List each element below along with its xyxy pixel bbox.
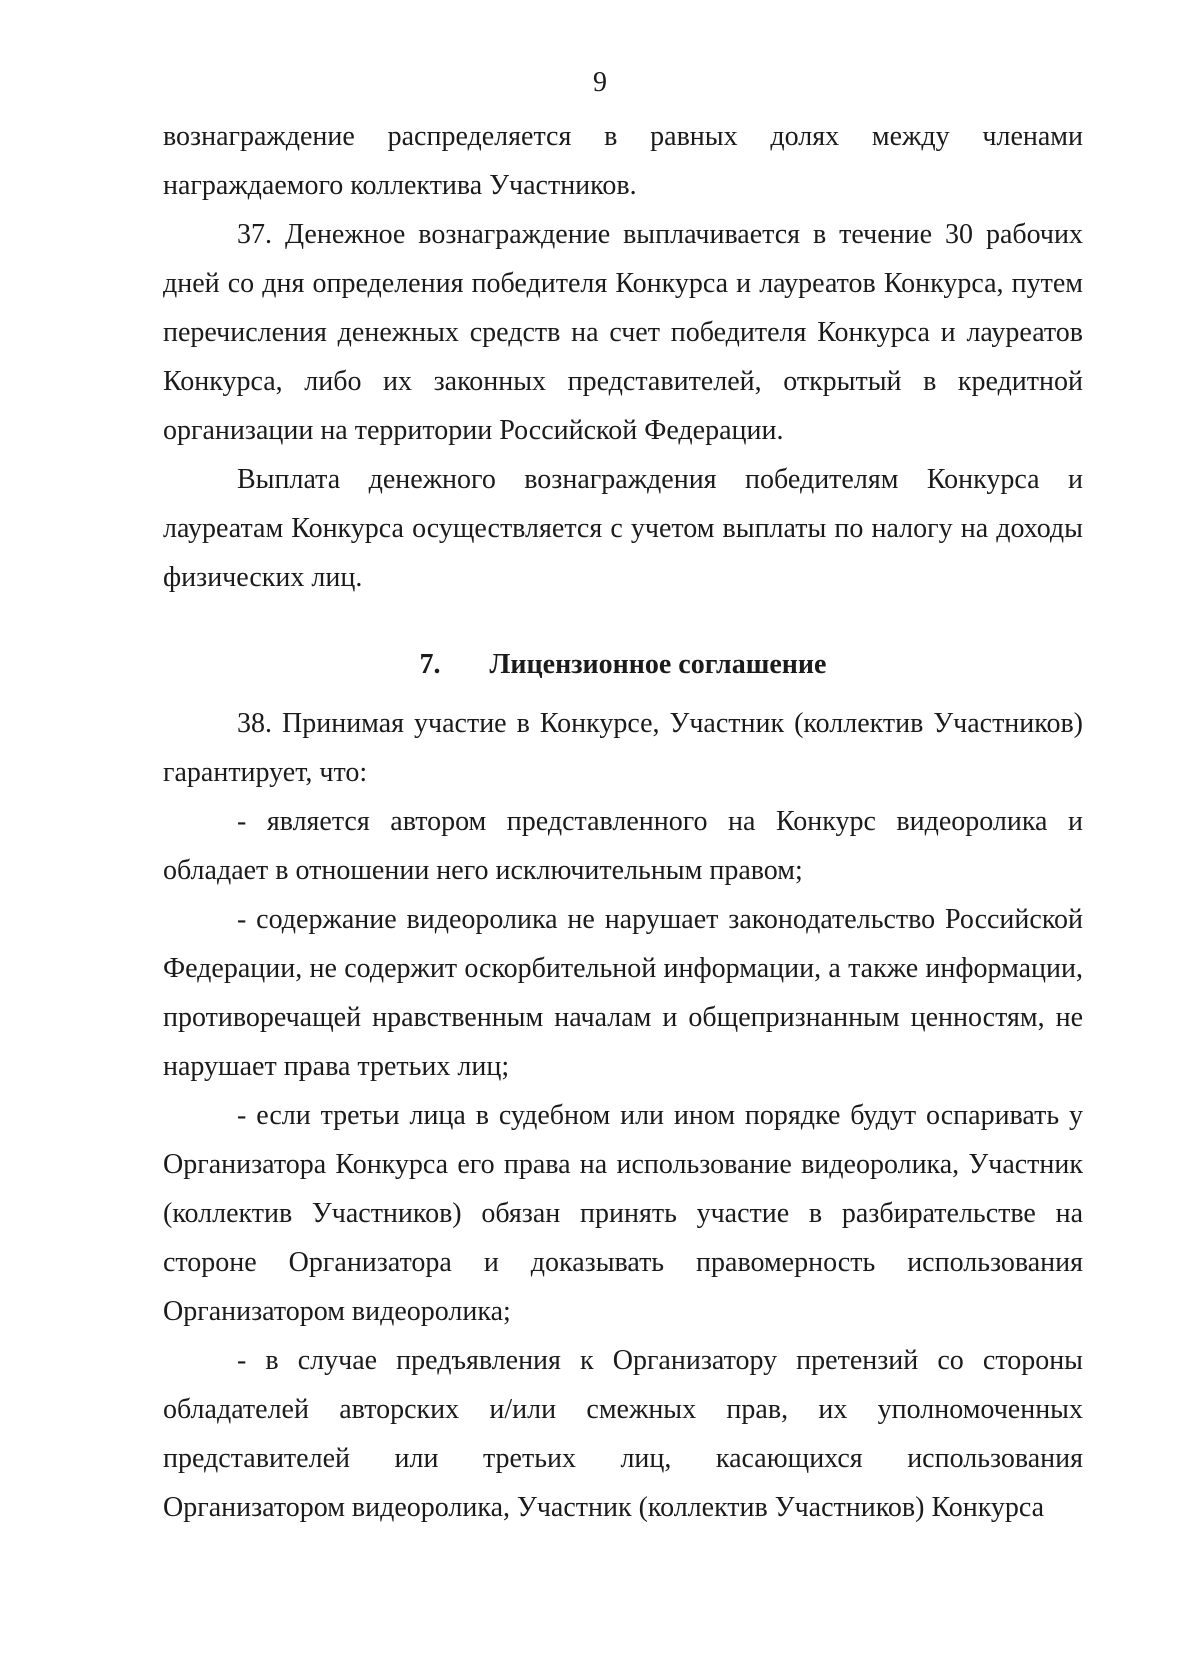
page-number: 9 (593, 67, 607, 98)
document-body (163, 112, 1083, 1532)
list-item-authorship: - является автором представленного на Конкурс видеоролика и обладает в отношении него исключительным правом; (163, 806, 1083, 886)
list-item-claims: - в случае предъявления к Организатору претензий со стороны обладателей авторских и/или смежных прав, их уполномоченных представителей или третьих лиц, касающихся использования Организатором видеоролика, Участник (коллектив Участников) Конкурса (163, 1345, 1083, 1523)
paragraph-tax-payment: Выплата денежного вознаграждения победителям Конкурса и лауреатам Конкурса осуществляется с учетом выплаты по налогу на доходы физических лиц. (163, 464, 1083, 593)
paragraph-37-payment-terms: 37. Денежное вознаграждение выплачивается в течение 30 рабочих дней со дня определения победителя Конкурса и лауреатов Конкурса, путем перечисления денежных средств на счет победителя Конкурса и лауреатов Конкурса, либо их законных представителей, открытый в кредитной организации на территории Российской Федерации. (163, 219, 1083, 446)
list-item-third-party-disputes: - если третьи лица в судебном или ином порядке будут оспаривать у Организатора Конкурса его права на использование видеоролика, Участник (коллектив Участников) обязан принять участие в разбирательстве на стороне Организатора и доказывать правомерность использования Организатором видеоролика; (163, 1100, 1083, 1327)
section-title: Лицензионное соглашение (489, 649, 827, 680)
section-heading (163, 640, 1083, 689)
paragraph-38-guarantees: 38. Принимая участие в Конкурсе, Участник (коллектив Участников) гарантирует, что: (163, 708, 1083, 788)
list-item-content-legality: - содержание видеоролика не нарушает законодательство Российской Федерации, не содержит оскорбительной информации, а также информации, противоречащей нравственным началам и общепризнанным ценностям, не нарушает права третьих лиц; (163, 904, 1083, 1082)
paragraph-award-distribution: вознаграждение распределяется в равных долях между членами награждаемого коллектива Участников. (163, 121, 1083, 201)
section-number: 7. (419, 649, 441, 680)
